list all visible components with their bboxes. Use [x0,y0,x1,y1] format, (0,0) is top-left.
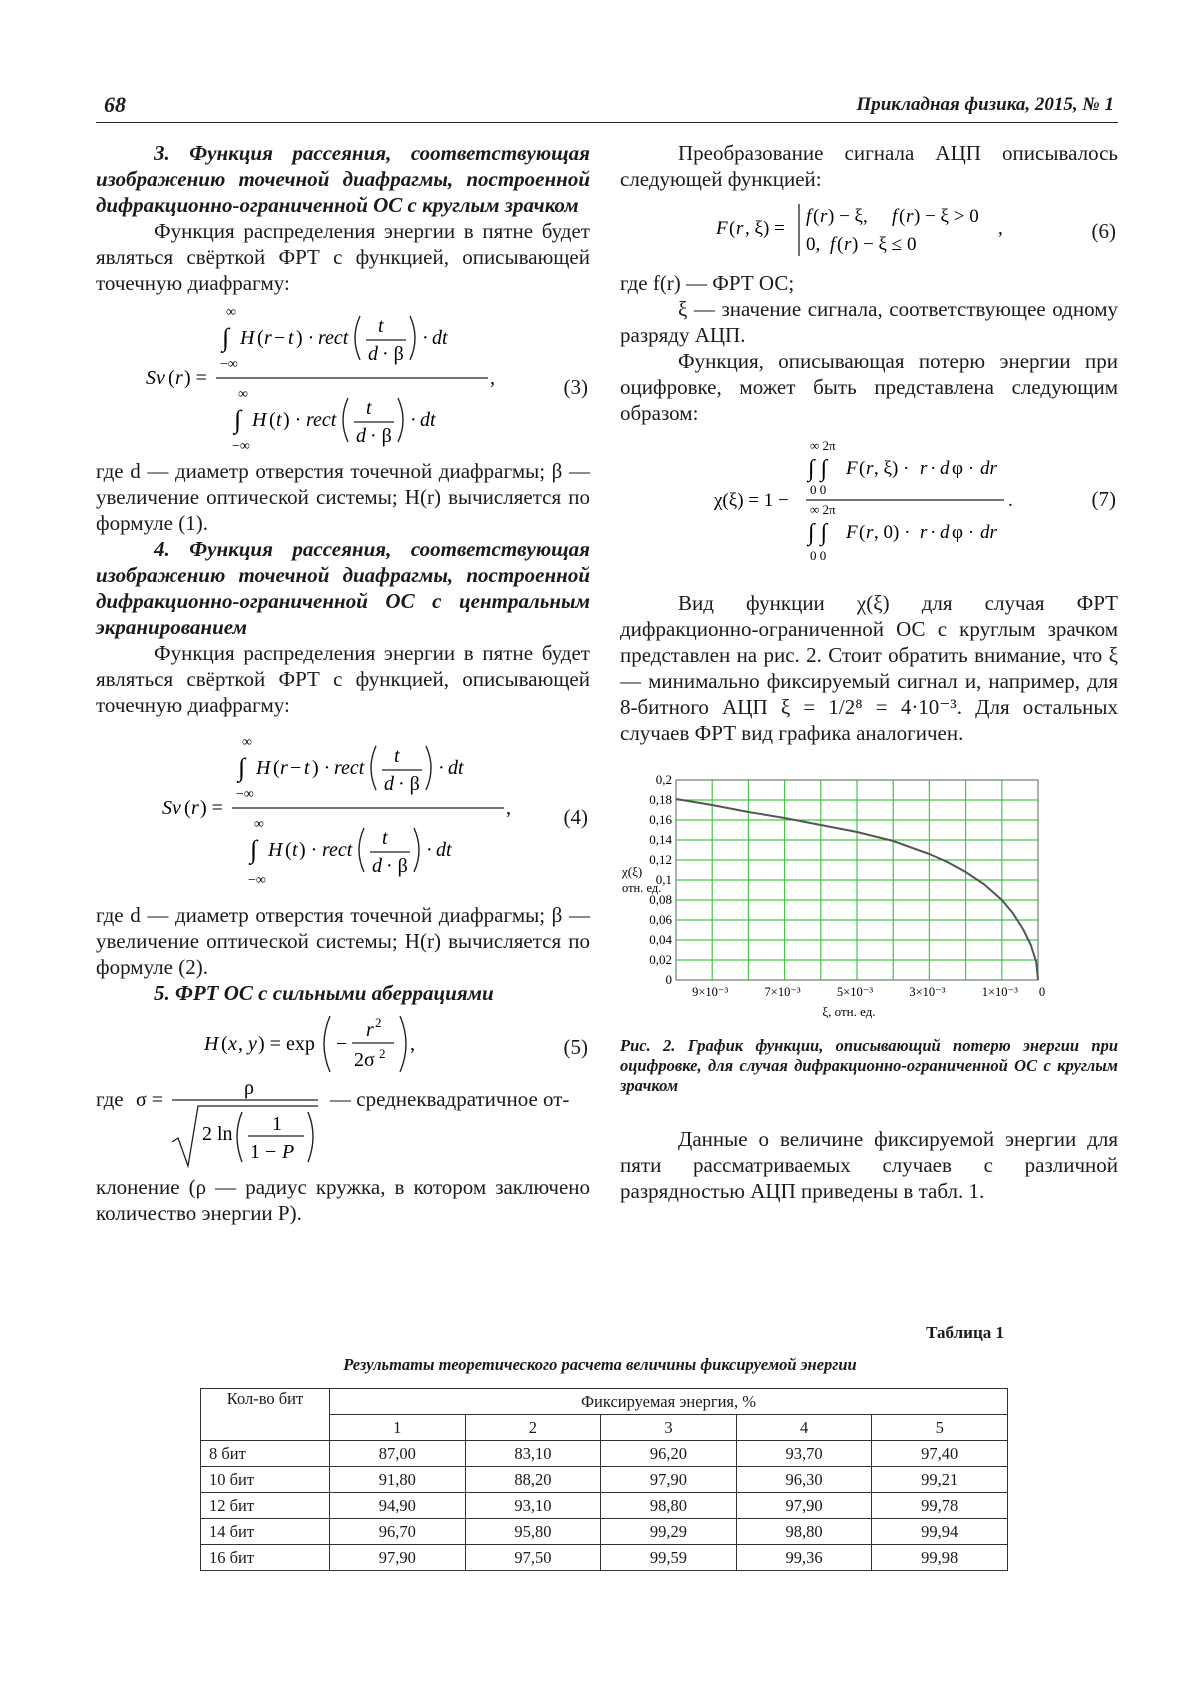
svg-text:∞: ∞ [238,387,248,402]
svg-text:∫: ∫ [250,835,258,864]
table-row [201,1467,1008,1493]
svg-text:2: 2 [379,1046,386,1061]
svg-text:(: ( [221,1033,228,1055]
col-header: 1 [330,1415,466,1441]
x-tick-label: 9×10⁻³ [692,985,729,999]
table-cell: 97,50 [465,1545,601,1571]
x-tick-label: 0 [1038,985,1046,999]
svg-text:· β: · β [370,425,392,447]
svg-text:∞ 2π: ∞ 2π [810,502,836,517]
svg-text:·: · [410,409,417,431]
y-tick-label: 0,2 [655,772,672,787]
svg-text:(: ( [273,757,280,779]
table-cell: 99,36 [736,1545,872,1571]
figure-discussion-paragraph: Вид функции χ(ξ) для случая ФРТ дифракционно-ограниченной ОС с круглым зрачком представлен на рис. 2. Стоит обратить внимание, что ξ — минимально фиксируемый сигнал и, например, для 8-битного АЦП ξ = 1/2⁸ = 4·10⁻³. Для остальных случаев ФРТ вид графика аналогичен. [620,591,1118,745]
svg-text:dt: dt [420,409,436,431]
svg-text:d: d [368,343,378,365]
svg-text:∞: ∞ [254,817,264,832]
svg-text:t: t [366,397,372,419]
svg-text:−∞: −∞ [220,357,238,372]
svg-text:) ·: ) · [299,839,318,861]
svg-text:dt: dt [436,839,452,861]
sigma-lead-word: где [96,1087,124,1111]
col-header: 2 [465,1415,601,1441]
svg-text:2: 2 [375,1015,382,1030]
svg-text:rect: rect [306,409,337,431]
svg-text:r: r [820,206,828,227]
table-cell: 99,94 [872,1519,1008,1545]
y-tick-label: 0 [665,972,672,987]
equation-3 [96,296,590,454]
svg-text:(: ( [837,234,844,255]
table-cell: 95,80 [465,1519,601,1545]
svg-text:∫: ∫ [222,323,230,352]
row-label: 10 бит [201,1467,330,1493]
svg-text:∫ ∫: ∫ ∫ [808,456,828,482]
row-label: 16 бит [201,1545,330,1571]
bits-column-header: Кол-во бит [201,1389,330,1441]
svg-text:Sv: Sv [146,367,165,389]
svg-text:r: r [906,206,914,227]
svg-text:·: · [422,327,429,349]
svg-text:(: ( [257,327,264,349]
svg-text:t: t [378,315,384,337]
svg-text:·: · [930,458,937,479]
svg-text:) ·: ) · [283,409,302,431]
table-cell: 98,80 [736,1519,872,1545]
svg-text:2 ln: 2 ln [202,1123,233,1145]
svg-text:) =: ) = [200,797,223,819]
y-axis-label: χ(ξ) [622,864,643,879]
equation-5 [96,1006,590,1076]
svg-text:(: ( [859,458,866,479]
svg-text:d: d [940,522,950,543]
equation-6 [620,196,1118,262]
svg-text:H: H [252,409,267,431]
table-title: Результаты теоретического расчета величины фиксируемой энергии [343,1355,857,1374]
table-cell: 91,80 [330,1467,466,1493]
svg-text:∫: ∫ [238,753,246,782]
svg-text:ρ: ρ [244,1077,254,1099]
svg-text:(: ( [168,367,175,389]
svg-text:y: y [248,1033,257,1055]
left-column [96,140,590,1226]
journal-title: Прикладная физика, 2015, № 1 [856,94,1114,115]
row-label: 12 бит [201,1493,330,1519]
y-tick-label: 0,12 [649,852,672,867]
section-4-paragraph: Функция распределения энергии в пятне будет являться свёрткой ФРТ с функцией, описывающей точечную диафрагму: [96,641,590,717]
col-header: 3 [601,1415,737,1441]
svg-text:·: · [438,757,445,779]
sigma-explanation: клонение (ρ — радиус кружка, в котором заключено количество энергии P). [96,1175,590,1225]
svg-text:rect: rect [322,839,353,861]
y-tick-label: 0,1 [655,872,672,887]
y-tick-label: 0,06 [649,912,672,927]
loss-function-intro: Функция, описывающая потерю энергии при оцифровке, может быть представлена следующим образом: [620,349,1118,425]
svg-text:1 −: 1 − [250,1141,277,1163]
col-header: 4 [736,1415,872,1441]
sigma-tail-text: — среднеквадратичное от- [330,1087,570,1111]
section-5-title: 5. ФРТ ОС с сильными аберрациями [154,981,494,1005]
xi-definition: ξ — значение сигнала, соответствующее одному разряду АЦП. [620,297,1118,347]
table-row [201,1545,1008,1571]
svg-text:0,: 0, [806,234,821,255]
svg-text:d: d [356,425,366,447]
svg-text:) ·: ) · [312,757,331,779]
y-axis-unit-label: отн. ед. [622,881,662,895]
y-tick-label: 0,14 [649,832,672,847]
svg-text:r: r [920,458,928,479]
svg-text:2σ: 2σ [354,1049,375,1071]
equation-4 [96,718,590,888]
table-cell: 99,59 [601,1545,737,1571]
running-header [96,92,1118,123]
svg-text:∞ 2π: ∞ 2π [810,438,836,453]
svg-text:t: t [288,327,294,349]
svg-text:r: r [264,327,272,349]
svg-text:∞: ∞ [226,305,236,320]
svg-text:Sv: Sv [162,797,181,819]
equation-4-formula [162,732,582,892]
equation-6-formula [716,196,1016,262]
y-tick-label: 0,08 [649,892,672,907]
svg-text:dt: dt [448,757,464,779]
adc-intro-paragraph: Преобразование сигнала АЦП описывалось следующей функцией: [620,141,1118,191]
svg-text:−: − [336,1033,348,1055]
svg-text:∞: ∞ [242,735,252,750]
svg-text:d: d [372,855,382,877]
svg-text:0 0: 0 0 [810,482,827,497]
x-tick-label: 7×10⁻³ [764,985,801,999]
svg-text:.: . [1008,490,1013,511]
equation-3-formula [146,302,566,454]
svg-text:d: d [384,773,394,795]
svg-text:(: ( [859,522,866,543]
svg-text:x: x [228,1033,237,1055]
svg-text:r: r [844,234,852,255]
table-cell: 97,40 [872,1441,1008,1467]
col-header: 5 [872,1415,1008,1441]
row-label: 8 бит [201,1441,330,1467]
sigma-formula [136,1076,326,1168]
equation-3-explanation: где d — диаметр отверстия точечной диафрагмы; β — увеличение оптической системы; H(r) вычисляется по формуле (1). [96,459,590,535]
svg-text:,: , [506,797,511,819]
svg-text:,: , [238,1033,243,1055]
svg-text:) − ξ ≤ 0: ) − ξ ≤ 0 [852,234,917,255]
equation-4-number: (4) [563,805,588,829]
right-column [620,140,1118,1204]
table-label: Таблица 1 [926,1323,1004,1342]
svg-text:dr: dr [980,522,997,543]
x-tick-label: 3×10⁻³ [909,985,946,999]
svg-text:·: · [426,839,433,861]
results-table [200,1388,1008,1571]
svg-text:) − ξ,: ) − ξ, [828,206,868,227]
svg-text:χ(ξ) = 1 −: χ(ξ) = 1 − [714,490,789,511]
table-row [201,1519,1008,1545]
svg-text:f: f [806,206,812,227]
svg-text:) − ξ > 0: ) − ξ > 0 [914,206,979,227]
svg-text:r: r [866,522,874,543]
svg-text:· β: · β [386,855,408,877]
svg-text:· β: · β [382,343,404,365]
table-cell: 96,30 [736,1467,872,1493]
svg-text:(: ( [899,206,906,227]
svg-text:−: − [290,757,302,779]
equation-5-number: (5) [563,1035,588,1059]
table-cell: 88,20 [465,1467,601,1493]
section-3-title: 3. Функция рассеяния, соответствующая изображению точечной диафрагмы, построенной дифракционно-ограниченной ОС с круглым зрачком [96,141,590,217]
table-cell: 83,10 [465,1441,601,1467]
table-cell: 99,98 [872,1545,1008,1571]
svg-text:H: H [268,839,283,861]
y-tick-label: 0,04 [649,932,672,947]
svg-text:r: r [191,797,199,819]
table-cell: 94,90 [330,1493,466,1519]
svg-text:H: H [240,327,255,349]
svg-text:, 0) ·: , 0) · [874,522,911,543]
svg-text:r: r [280,757,288,779]
svg-text:1: 1 [272,1113,282,1135]
svg-text:(: ( [729,218,736,239]
table-cell: 99,21 [872,1467,1008,1493]
svg-text:,: , [490,367,495,389]
svg-text:φ ·: φ · [952,458,975,479]
table-cell: 93,10 [465,1493,601,1519]
table-cell: 96,70 [330,1519,466,1545]
svg-text:∫ ∫: ∫ ∫ [808,520,828,546]
svg-text:t: t [304,757,310,779]
equation-3-number: (3) [563,375,588,399]
svg-text:, ξ) =: , ξ) = [745,218,785,239]
svg-text:P: P [282,1141,295,1163]
svg-text:−∞: −∞ [248,873,266,888]
svg-text:∫: ∫ [234,405,242,434]
svg-text:rect: rect [318,327,349,349]
table-cell: 93,70 [736,1441,872,1467]
svg-text:r: r [866,458,874,479]
page-number: 68 [104,92,126,117]
svg-text:F: F [716,218,728,239]
equation-7-number: (7) [1091,487,1116,511]
svg-text:H: H [204,1033,219,1055]
svg-text:f: f [892,206,898,227]
psf-definition: где f(r) — ФРТ ОС; [620,271,795,295]
svg-text:0 0: 0 0 [810,548,827,563]
figure-2-caption: Рис. 2. График функции, описывающий потерю энергии при оцифровке, для случая дифракционно-ограниченной ОС с круглым зрачком [620,1036,1118,1095]
table-cell: 97,90 [736,1493,872,1519]
svg-text:H: H [256,757,271,779]
svg-text:d: d [940,458,950,479]
equation-5-formula [204,1008,504,1078]
table-cell: 87,00 [330,1441,466,1467]
y-tick-label: 0,02 [649,952,672,967]
svg-text:(: ( [813,206,820,227]
table-cell: 98,80 [601,1493,737,1519]
figure-2-chart [620,760,1118,1030]
svg-text:) =: ) = [184,367,207,389]
x-axis-label: ξ, отн. ед. [822,1004,876,1019]
svg-text:F: F [846,458,858,479]
svg-text:F: F [846,522,858,543]
svg-text:t: t [394,745,400,767]
section-3-paragraph: Функция распределения энергии в пятне будет являться свёрткой ФРТ с функцией, описывающей точечную диафрагму: [96,219,590,295]
svg-text:t: t [382,827,388,849]
svg-text:r: r [736,218,744,239]
table-cell: 96,20 [601,1441,737,1467]
svg-text:r: r [366,1019,374,1041]
svg-text:rect: rect [334,757,365,779]
equation-6-number: (6) [1091,219,1116,243]
svg-text:t: t [292,839,298,861]
svg-text:−∞: −∞ [232,439,250,454]
y-tick-label: 0,18 [649,792,672,807]
svg-text:−∞: −∞ [236,787,254,802]
svg-text:φ ·: φ · [952,522,975,543]
section-4-title: 4. Функция рассеяния, соответствующая изображению точечной диафрагмы, построенной дифракционно-ограниченной ОС с центральным экранированием [96,537,590,639]
svg-text:(: ( [269,409,276,431]
table-cell: 99,78 [872,1493,1008,1519]
equation-7 [620,436,1118,564]
energy-group-header: Фиксируемая энергия, % [330,1389,1008,1415]
svg-text:f: f [830,234,836,255]
table-cell: 97,90 [601,1467,737,1493]
x-tick-label: 1×10⁻³ [981,985,1018,999]
svg-text:(: ( [184,797,191,819]
table-intro-paragraph: Данные о величине фиксируемой энергии для пяти рассматриваемых случаев с различной разрядностью АЦП приведены в табл. 1. [620,1127,1118,1203]
svg-text:· β: · β [398,773,420,795]
svg-text:) ·: ) · [296,327,315,349]
table-row [201,1441,1008,1467]
svg-text:t: t [276,409,282,431]
svg-text:dt: dt [432,327,448,349]
svg-text:·: · [930,522,937,543]
svg-text:dr: dr [980,458,997,479]
svg-text:r: r [920,522,928,543]
table-cell: 97,90 [330,1545,466,1571]
svg-text:−: − [274,327,286,349]
row-label: 14 бит [201,1519,330,1545]
y-tick-label: 0,16 [649,812,672,827]
equation-4-explanation: где d — диаметр отверстия точечной диафрагмы; β — увеличение оптической системы; H(r) вычисляется по формуле (2). [96,903,590,979]
sigma-definition [96,1076,590,1168]
svg-text:(: ( [285,839,292,861]
svg-text:,: , [998,218,1003,239]
svg-text:σ =: σ = [136,1089,164,1111]
table-row [201,1493,1008,1519]
svg-text:,: , [410,1033,415,1055]
table-cell: 99,29 [601,1519,737,1545]
x-tick-label: 5×10⁻³ [836,985,874,999]
svg-text:r: r [175,367,183,389]
svg-text:) = exp: ) = exp [258,1033,315,1055]
equation-7-formula [714,436,1034,564]
svg-text:, ξ) ·: , ξ) · [874,458,910,479]
